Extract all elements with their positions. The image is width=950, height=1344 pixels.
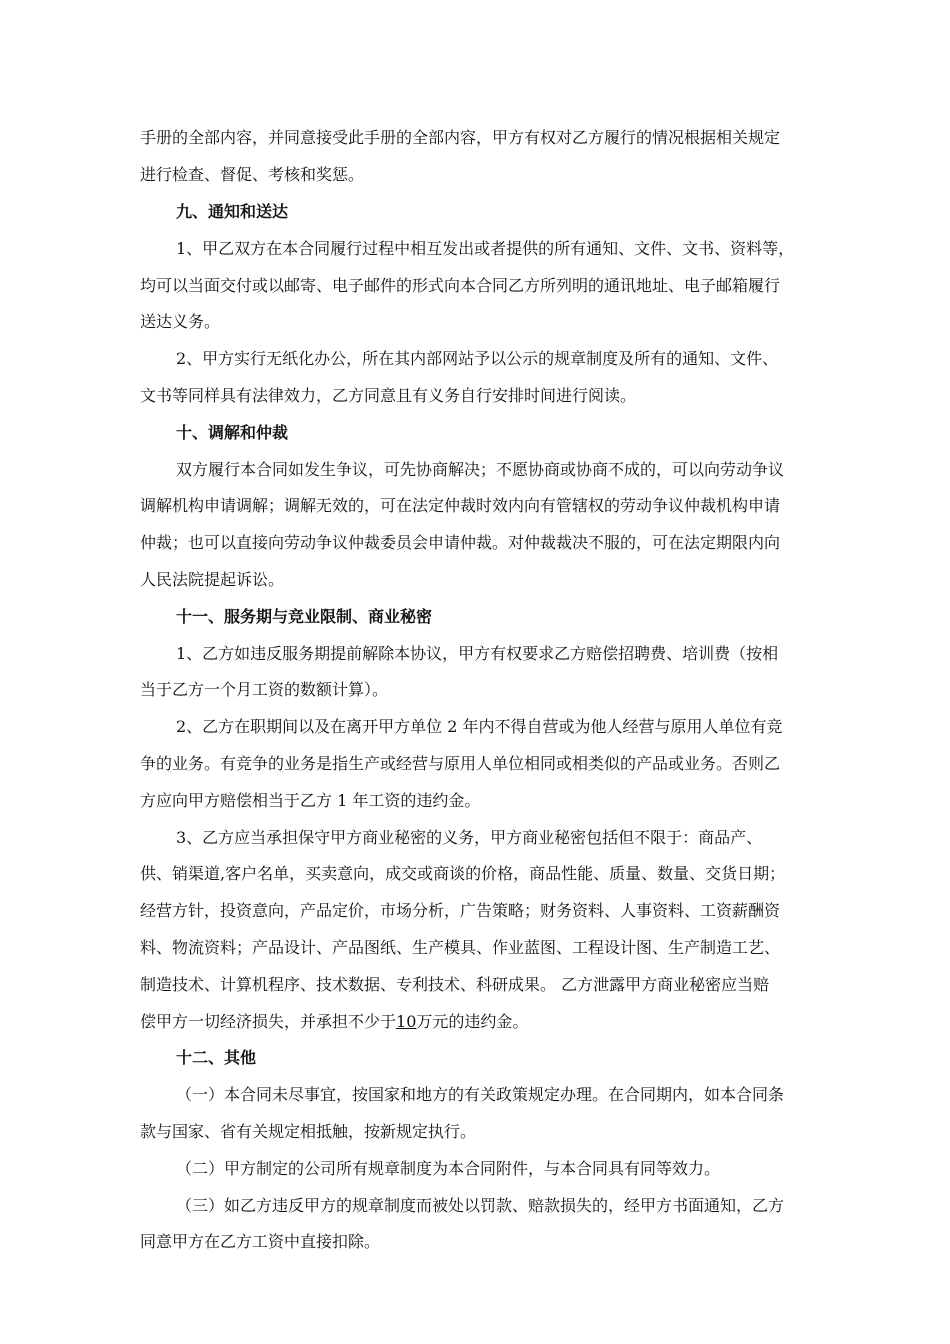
paragraph-line: 料、物流资料；产品设计、产品图纸、生产模具、作业蓝图、工程设计图、生产制造工艺、: [140, 938, 781, 957]
paragraph-line: 调解机构申请调解；调解无效的，可在法定仲裁时效内向有管辖权的劳动争议仲裁机构申请: [140, 496, 781, 515]
section-heading-12: 十二、其他: [176, 1048, 257, 1067]
paragraph-line: 3、乙方应当承担保守甲方商业秘密的义务，甲方商业秘密包括但不限于：商品产、: [176, 828, 763, 847]
penalty-amount: 10: [396, 1012, 417, 1031]
paragraph-line: 文书等同样具有法律效力，乙方同意且有义务自行安排时间进行阅读。: [140, 386, 637, 405]
paragraph-line: 争的业务。有竞争的业务是指生产或经营与原用人单位相同或相类似的产品或业务。否则乙: [140, 754, 781, 773]
paragraph-line: 同意甲方在乙方工资中直接扣除。: [140, 1232, 381, 1251]
paragraph-line: 双方履行本合同如发生争议，可先协商解决；不愿协商或协商不成的，可以向劳动争议: [176, 460, 785, 479]
paragraph-line: 方应向甲方赔偿相当于乙方 1 年工资的违约金。: [140, 791, 481, 810]
paragraph-line: 2、甲方实行无纸化办公，所在其内部网站予以公示的规章制度及所有的通知、文件、: [176, 349, 779, 368]
paragraph-line: 供、销渠道,客户名单，买卖意向，成交或商谈的价格，商品性能、质量、数量、交货日期；: [140, 864, 786, 883]
paragraph-line: 手册的全部内容，并同意接受此手册的全部内容，甲方有权对乙方履行的情况根据相关规定: [140, 128, 781, 147]
paragraph-line: （三）如乙方违反甲方的规章制度而被处以罚款、赔款损失的，经甲方书面通知，乙方: [176, 1196, 785, 1215]
paragraph-line: 人民法院提起诉讼。: [140, 570, 285, 589]
penalty-text-prefix: 偿甲方一切经济损失，并承担不少于: [140, 1012, 397, 1031]
paragraph-line: 2、乙方在职期间以及在离开甲方单位 2 年内不得自营或为他人经营与原用人单位有竞: [176, 717, 783, 736]
paragraph-line: 经营方针，投资意向，产品定价，市场分析，广告策略；财务资料、人事资料、工资薪酬资: [140, 901, 781, 920]
paragraph-line: 制造技术、计算机程序、技术数据、专利技术、科研成果。 乙方泄露甲方商业秘密应当赔: [140, 975, 770, 994]
paragraph-line: 1、乙方如违反服务期提前解除本协议，甲方有权要求乙方赔偿招聘费、培训费（按相: [176, 644, 779, 663]
paragraph-line: 送达义务。: [140, 312, 221, 331]
section-heading-10: 十、调解和仲裁: [176, 423, 289, 442]
paragraph-line: 款与国家、省有关规定相抵触，按新规定执行。: [140, 1122, 477, 1141]
paragraph-line: [140, 1011, 820, 1033]
paragraph-line: 仲裁；也可以直接向劳动争议仲裁委员会申请仲裁。对仲裁裁决不服的，可在法定期限内向: [140, 533, 781, 552]
paragraph-line: 1、甲乙双方在本合同履行过程中相互发出或者提供的所有通知、文件、文书、资料等，: [176, 239, 795, 258]
section-heading-9: 九、通知和送达: [176, 202, 289, 221]
paragraph-line: 当于乙方一个月工资的数额计算）。: [140, 680, 389, 699]
paragraph-line: 进行检查、督促、考核和奖惩。: [140, 165, 365, 184]
paragraph-line: （一）本合同未尽事宜，按国家和地方的有关政策规定办理。在合同期内，如本合同条: [176, 1085, 785, 1104]
section-heading-11: 十一、服务期与竞业限制、商业秘密: [176, 607, 433, 626]
paragraph-line: 均可以当面交付或以邮寄、电子邮件的形式向本合同乙方所列明的通讯地址、电子邮箱履行: [140, 276, 781, 295]
paragraph-line: （二）甲方制定的公司所有规章制度为本合同附件，与本合同具有同等效力。: [176, 1159, 721, 1178]
penalty-text-suffix: 万元的违约金。: [416, 1012, 529, 1031]
